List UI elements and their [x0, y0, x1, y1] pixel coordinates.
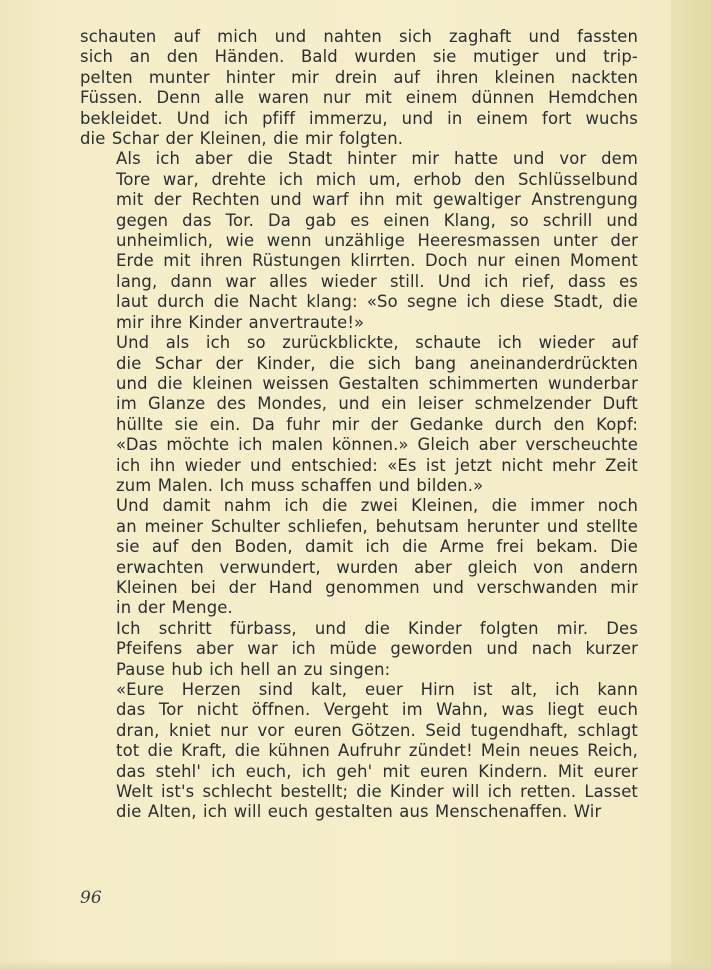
- paragraph: [80, 149, 638, 333]
- text-line: zum Malen. Ich muss schaffen und bilden.»: [116, 475, 484, 495]
- text-line: erwachten verwundert, wurden aber gleich von andern: [116, 557, 638, 577]
- paragraph: [80, 496, 638, 618]
- text-line: Erde mit ihren Rüstungen klirrten. Doch nur einen Moment: [116, 251, 638, 271]
- text-line: «Eure Herzen sind kalt, euer Hirn ist alt, ich kann: [116, 680, 638, 699]
- text-line: pelten munter hinter mir drein auf ihren kleinen nackten: [80, 67, 638, 87]
- text-line: Und damit nahm ich die zwei Kleinen, die immer noch: [116, 496, 638, 516]
- text-line: das stehl' ich euch, ich geh' mit euren Kindern. Mit eurer: [116, 761, 638, 781]
- text-line: Kleinen bei der Hand genommen und verschwanden mir: [116, 577, 638, 597]
- text-line: hüllte sie ein. Da fuhr mir der Gedanke durch den Kopf:: [116, 414, 638, 434]
- text-line: laut durch die Nacht klang: «So segne ich diese Stadt, die: [116, 292, 638, 312]
- text-line: mir ihre Kinder anvertraute!»: [116, 312, 365, 332]
- text-line: Ich schritt fürbass, und die Kinder folgten mir. Des: [116, 618, 638, 638]
- text-line: die Schar der Kinder, die sich bang aneinanderdrückten: [116, 353, 638, 373]
- text-line: sich an den Händen. Bald wurden sie mutiger und trip-: [80, 47, 638, 67]
- text-line: Füssen. Denn alle waren nur mit einem dünnen Hemdchen: [80, 88, 638, 108]
- text-line: Tore war, drehte ich mich um, erhob den Schlüsselbund: [116, 169, 638, 189]
- text-line: die Schar der Kleinen, die mir folgten.: [80, 129, 404, 149]
- text-line: tot die Kraft, die kühnen Aufruhr zündet! Mein neues Reich,: [116, 741, 638, 761]
- paragraph: [80, 619, 638, 680]
- text-line: das Tor nicht öffnen. Vergeht im Wahn, was liegt euch: [116, 700, 638, 720]
- text-line: in der Menge.: [116, 598, 233, 618]
- text-line: Pause hub ich hell an zu singen:: [116, 659, 391, 679]
- text-line: schauten auf mich und nahten sich zaghaft und fassten: [80, 27, 638, 46]
- text-line: ich ihn wieder und entschied: «Es ist jetzt nicht mehr Zeit: [116, 455, 638, 475]
- text-line: dran, kniet nur vor euren Götzen. Seid tugendhaft, schlagt: [116, 720, 638, 740]
- text-line: und die kleinen weissen Gestalten schimmerten wunderbar: [116, 373, 638, 393]
- body-text: [80, 27, 638, 823]
- text-line: mit der Rechten und warf ihn mit gewaltiger Anstrengung: [116, 190, 638, 210]
- text-line: bekleidet. Und ich pfiff immerzu, und in einem fort wuchs: [80, 108, 638, 128]
- text-line: gegen das Tor. Da gab es einen Klang, so schrill und: [116, 210, 638, 230]
- text-line: «Das möchte ich malen können.» Gleich aber verscheuchte: [116, 435, 638, 455]
- text-line: Pfeifens aber war ich müde geworden und nach kurzer: [116, 639, 638, 659]
- text-line: lang, dann war alles wieder still. Und ich rief, dass es: [116, 271, 638, 291]
- text-line: unheimlich, wie wenn unzählige Heeresmassen unter der: [116, 231, 638, 251]
- text-line: die Alten, ich will euch gestalten aus Menschenaffen. Wir: [116, 802, 602, 822]
- text-line: Und als ich so zurückblickte, schaute ich wieder auf: [116, 333, 638, 353]
- paragraph: [80, 333, 638, 496]
- text-line: sie auf den Boden, damit ich die Arme frei bekam. Die: [116, 537, 638, 557]
- paragraph: [80, 680, 638, 823]
- text-line: Welt ist's schlecht bestellt; die Kinder will ich retten. Lasset: [116, 782, 638, 802]
- text-line: an meiner Schulter schliefen, behutsam herunter und stellte: [116, 516, 638, 536]
- text-line: Als ich aber die Stadt hinter mir hatte und vor dem: [116, 149, 638, 169]
- page-edge: [671, 0, 711, 970]
- paragraph: [80, 27, 638, 149]
- text-line: im Glanze des Mondes, und ein leiser schmelzender Duft: [116, 394, 638, 414]
- page-number: 96: [80, 888, 102, 908]
- page-bottom-shadow: [0, 960, 711, 970]
